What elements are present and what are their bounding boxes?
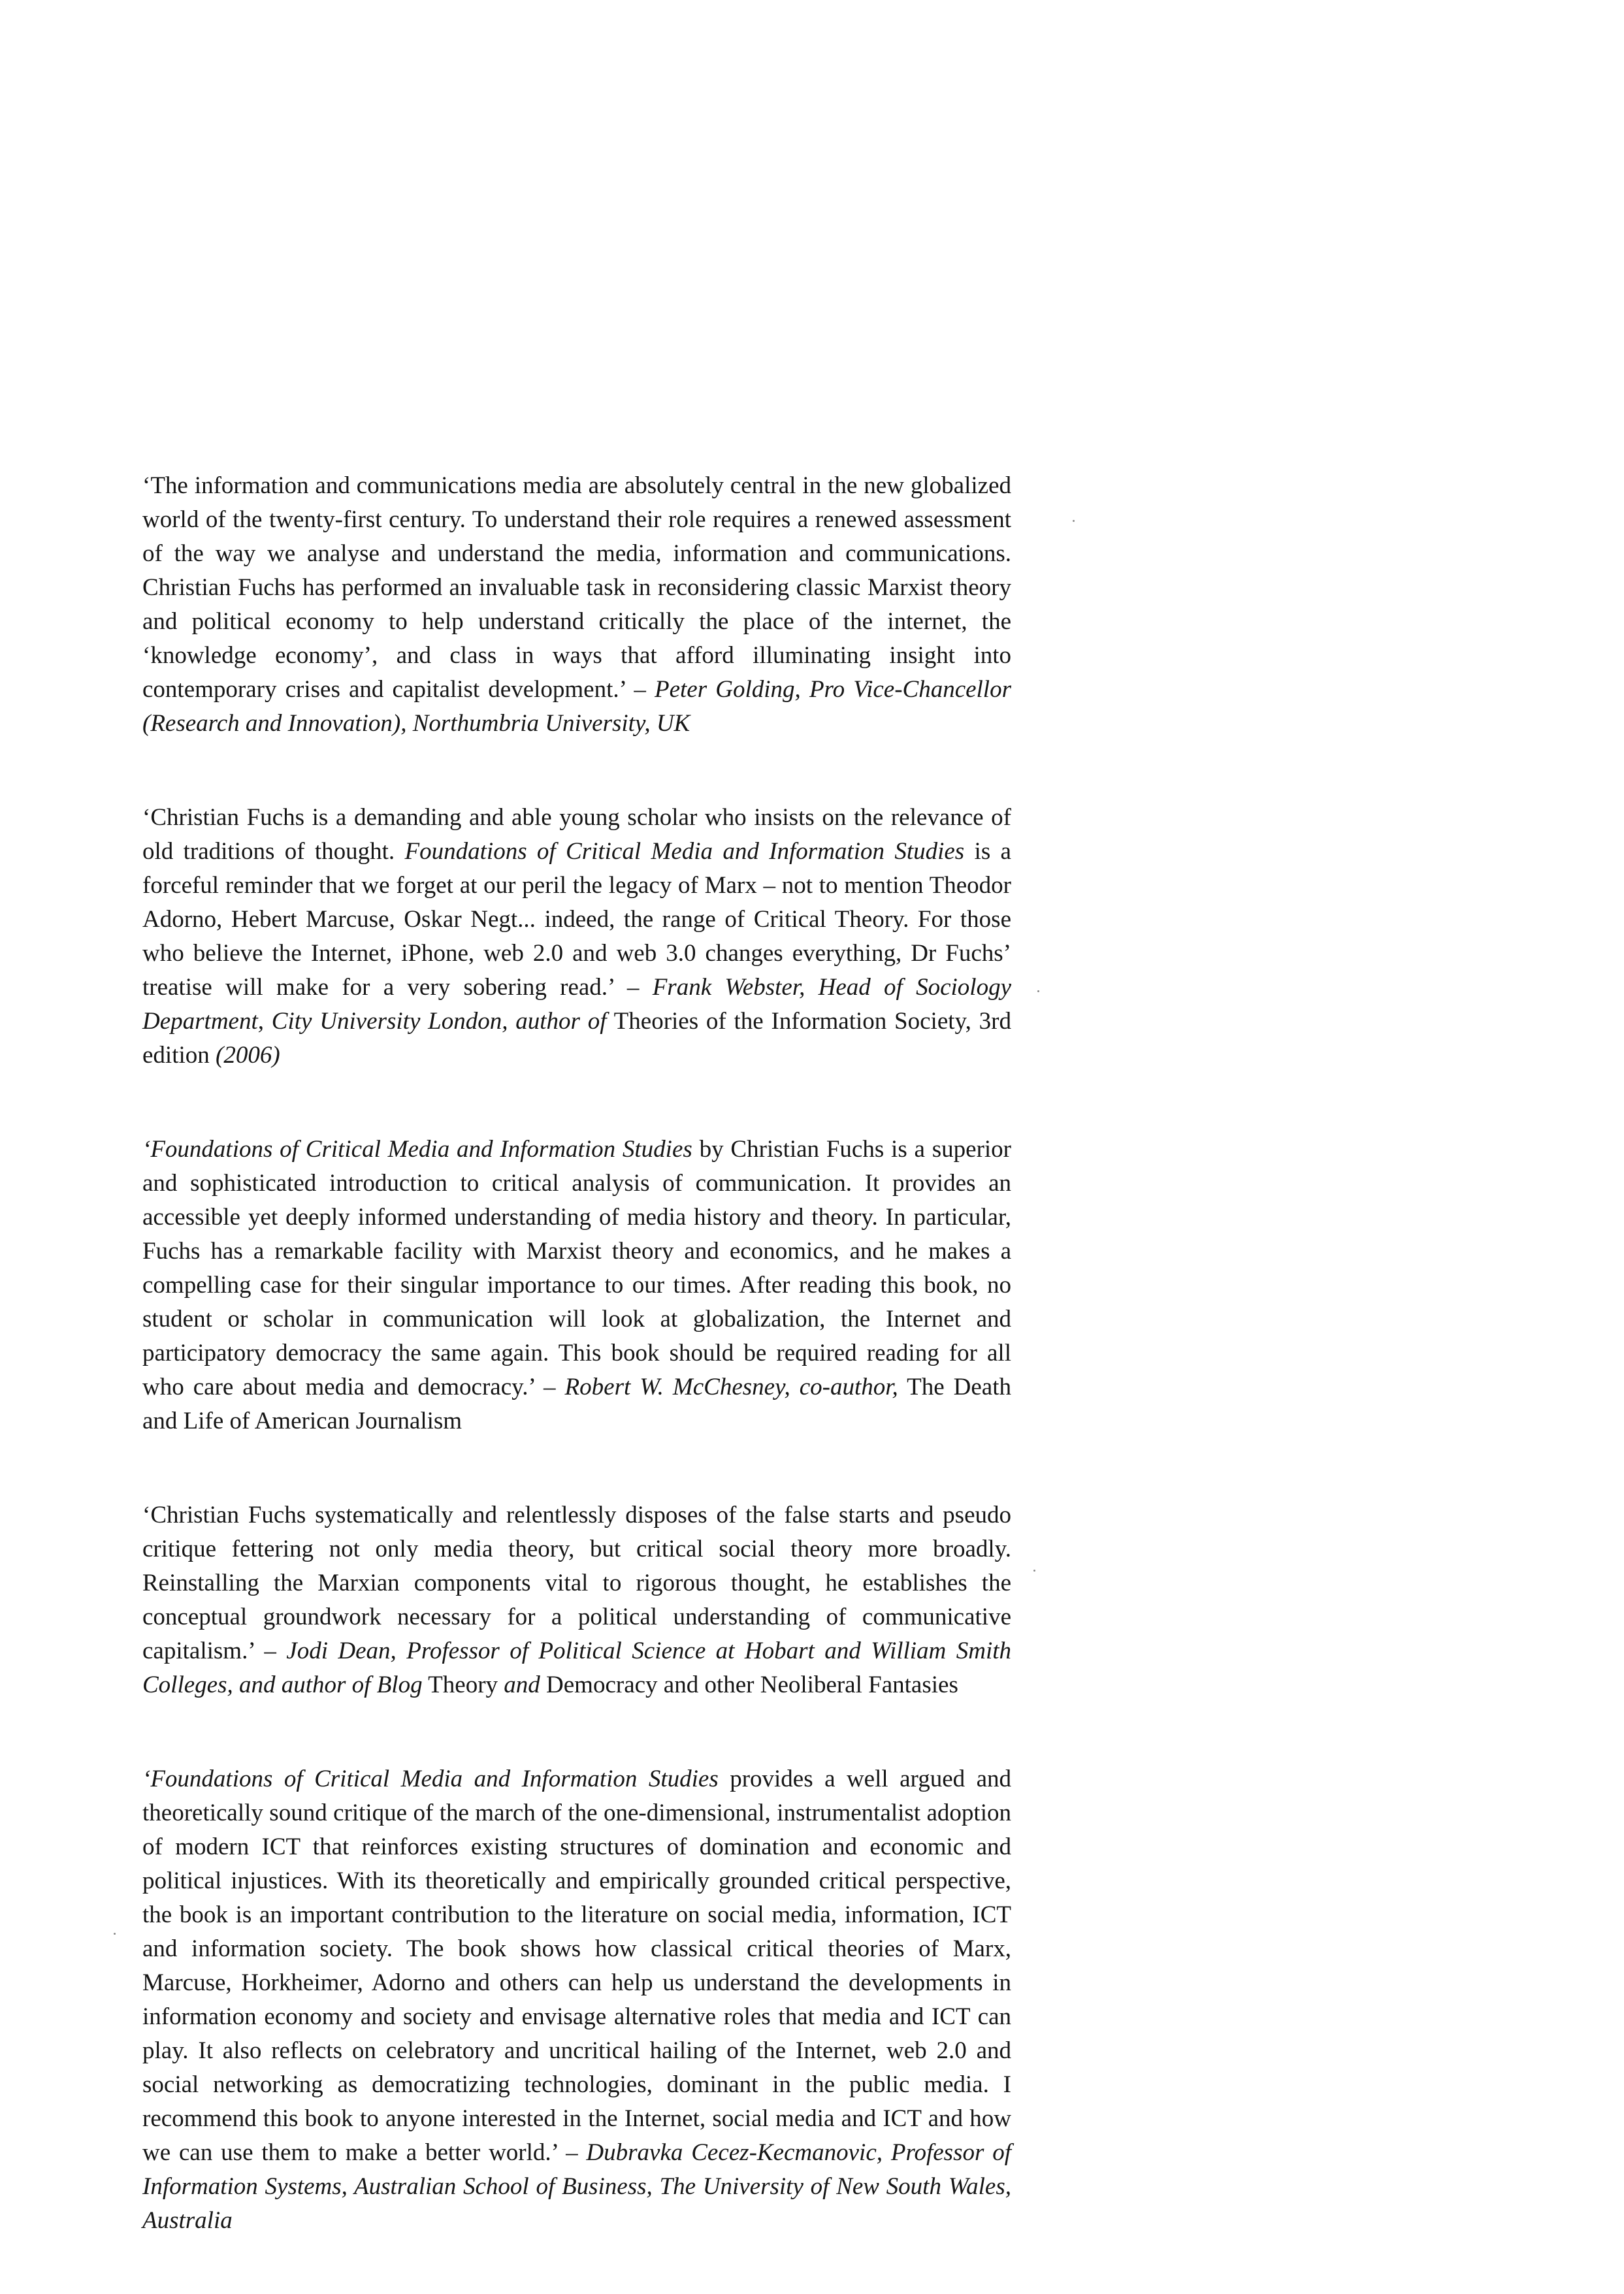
endorsement-webster (142, 801, 1011, 1073)
endorsement-quote: provides a well argued and theoretically sound critique of the march of the one-dimensional, instrumentalist adoption of modern ICT that reinforces existing structures of domination and economic and political injustices. With its theoretically and empirically grounded critical perspective, the book is an important contribution to the literature on social media, information, ICT and information society. The book shows how classical critical theories of Marx, Marcuse, Horkheimer, Adorno and others can help us understand the developments in information economy and society and envisage alternative roles that media and ICT can play. It also reflects on celebratory and uncritical hailing of the Internet, web 2.0 and social networking as democratizing technologies, dominant in the public media. I recommend this book to anyone interested in the Internet, social media and ICT and how we can use them to make a better world.’ (142, 1766, 1012, 2166)
endorsement-attribution: Robert W. McChesney, co-author, (564, 1374, 898, 1400)
attribution-dash: – (534, 1374, 565, 1400)
attribution-dash: – (557, 2139, 587, 2166)
cited-work-title: The Death and Life of American Journalism (142, 1374, 1011, 1434)
cited-work-title-part: Blog (370, 1672, 423, 1698)
endorsement-golding (142, 469, 1011, 741)
attribution-dash: – (613, 974, 653, 1001)
book-title: ‘Foundations of Critical Media and Information Studies (142, 1766, 719, 1792)
print-speck (114, 1933, 116, 1935)
cited-work-title-part: Democracy and other Neoliberal Fantasies (540, 1672, 958, 1698)
endorsement-dean (142, 1498, 1011, 1702)
attribution-dash: – (253, 1638, 287, 1664)
cited-work-year: (2006) (216, 1042, 280, 1069)
endorsement-attribution: Frank Webster, Head of Sociology Department, City University London, author of (142, 974, 1012, 1035)
endorsement-attribution: Jodi Dean, Professor of Political Science at Hobart and William Smith Colleges, and author of (142, 1638, 1011, 1698)
print-speck (1073, 520, 1075, 522)
cited-work-title-part: Theory (422, 1672, 504, 1698)
endorsement-quote: ‘Christian Fuchs systematically and relentlessly disposes of the false starts and pseudo critique fettering not only media theory, but critical social theory more broadly. Reinstalling the Marxian components vital to rigorous thought, he establishes the conceptual groundwork necessary for a political understanding of communicative capitalism.’ (142, 1502, 1011, 1664)
endorsements-list (142, 469, 1011, 2238)
endorsement-attribution: Peter Golding, Pro Vice-Chancellor (Research and Innovation), Northumbria University, UK (142, 676, 1011, 737)
book-title: Foundations of Critical Media and Information Studies (404, 838, 965, 865)
cited-work-title: Theories of the Information Society, 3rd edition (142, 1008, 1011, 1069)
endorsement-quote: ‘The information and communications media are absolutely central in the new globalized world of the twenty-first century. To understand their role requires a renewed assessment of the way we analyse and understand the media, information and communications. Christian Fuchs has performed an invaluable task in reconsidering classic Marxist theory and political economy to help understand critically the place of the internet, the ‘knowledge economy’, and class in ways that afford illuminating insight into contemporary crises and capitalist development.’ (142, 472, 1011, 703)
endorsement-quote: by Christian Fuchs is a superior and sophisticated introduction to critical analysis of communication. It provides an accessible yet deeply informed understanding of media history and theory. In particular, Fuchs has a remarkable facility with Marxist theory and economics, and he makes a compelling case for their singular importance to our times. After reading this book, no student or scholar in communication will look at globalization, the Internet and participatory democracy the same again. This book should be required reading for all who care about media and democracy.’ (142, 1136, 1011, 1400)
endorsement-quote-continued: is a forceful reminder that we forget at our peril the legacy of Marx – not to mention Theodor Adorno, Hebert Marcuse, Oskar Negt... indeed, the range of Critical Theory. For those who believe the Internet, iPhone, web 2.0 and web 3.0 changes everything, Dr Fuchs’ treatise will make for a very sobering read.’ (142, 838, 1011, 1001)
cited-work-title-part: and (504, 1672, 540, 1698)
endorsement-attribution: Dubravka Cecez-Kecmanovic, Professor of Information Systems, Australian School of Business, The University of New South Wales, Australia (142, 2139, 1011, 2234)
book-title: ‘Foundations of Critical Media and Information Studies (142, 1136, 692, 1163)
print-speck (1033, 1570, 1035, 1572)
endorsement-mcchesney (142, 1133, 1011, 1438)
print-speck (1037, 990, 1039, 992)
endorsement-quote: ‘Christian Fuchs is a demanding and able young scholar who insists on the relevance of old traditions of thought. (142, 804, 1011, 865)
endorsement-cecez-kecmanovic (142, 1762, 1011, 2238)
attribution-dash: – (625, 676, 655, 703)
